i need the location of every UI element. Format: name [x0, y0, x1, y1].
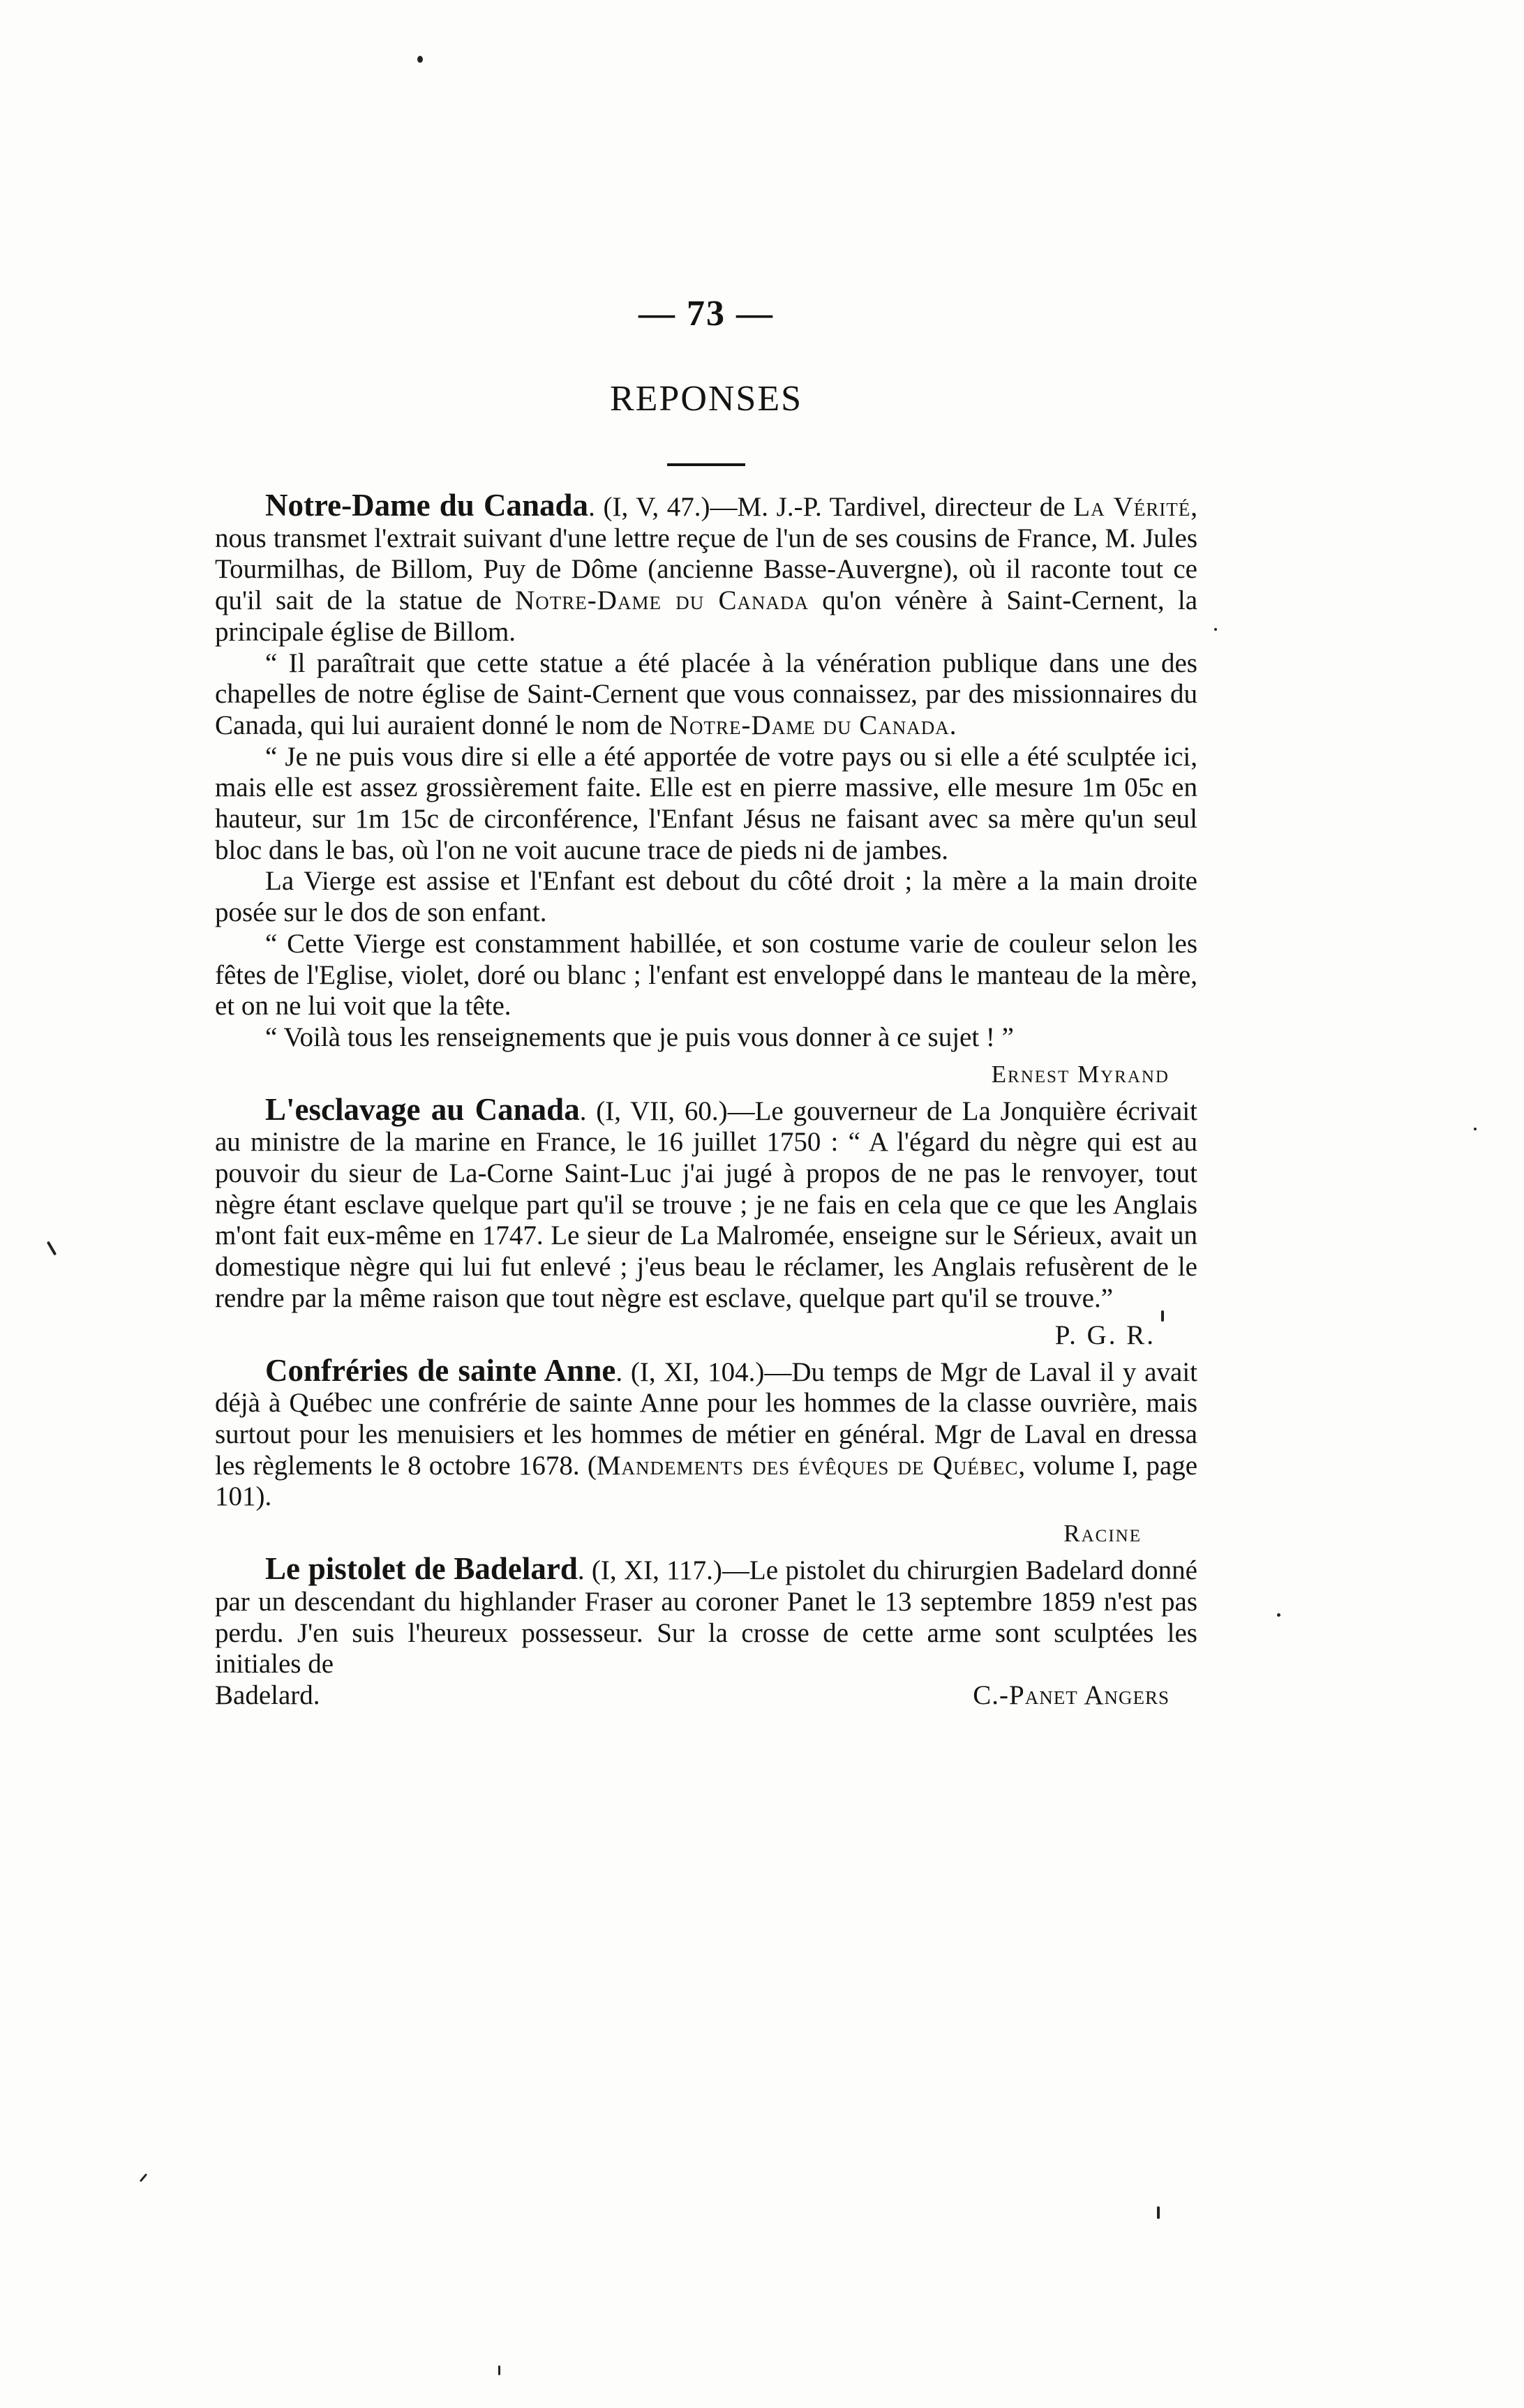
signature: C.-Panet Angers	[973, 1680, 1170, 1710]
entry-text: , volume I, page 101).	[215, 1450, 1198, 1512]
scan-speck	[1277, 1613, 1280, 1617]
scan-speck	[140, 2174, 147, 2183]
entry-title: Le pistolet de Badelard	[265, 1551, 578, 1587]
last-word: Badelard.	[215, 1680, 320, 1710]
page-number: — 73 —	[638, 294, 774, 334]
text-column	[215, 292, 1197, 1712]
title-rule	[667, 463, 745, 466]
entry-paragraph: “ Voilà tous les renseignements que je puis vous donner à ce sujet ! ”	[265, 1022, 1014, 1052]
entry-text: . (I, XI, 117.)—Le pistolet du chirurgien Badelard donné par un descendant du highlander Fraser au coroner Panet le 13 septembre 1859 n'est pas perdu. J'en suis l'heureux possesseur. Sur la crosse de cette arme sont sculptées les initiales de	[215, 1555, 1197, 1680]
paragraph-text: “ Il paraîtrait que cette statue a été placée à la vénération publique dans une des chapelles de notre église de Saint-Cernent que vous connaissez, par des missionnaires du Canada, qui lui auraient donné le nom de	[215, 648, 1197, 740]
section-title: REPONSES	[609, 379, 803, 419]
entry-esclavage	[215, 1091, 1197, 1315]
statue-name: Notre-Dame du Canada	[668, 710, 950, 740]
scan-speck	[498, 2365, 500, 2375]
entry-paragraph: La Vierge est assise et l'Enfant est debout du côté droit ; la mère a la main droite posée sur le dos de son enfant.	[215, 866, 1197, 928]
signature: Ernest Myrand	[991, 1060, 1170, 1088]
scan-speck	[417, 56, 423, 63]
entry-title: Notre-Dame du Canada	[265, 488, 589, 523]
entry-title: Confréries de sainte Anne	[265, 1352, 616, 1388]
entry-paragraph	[215, 648, 1197, 742]
signature: P. G. R.	[1054, 1319, 1156, 1350]
scan-speck	[1214, 628, 1217, 631]
entry-text: qu'on vénère à Saint-Cernent, la principale église de Billom.	[215, 585, 1198, 647]
entry-confreries	[215, 1352, 1198, 1513]
scan-speck	[1474, 1128, 1477, 1130]
entry-text: , nous transmet l'extrait suivant d'une lettre reçue de l'un de ses cousins de France, M. Jules Tourmilhas, de Billom, Puy de Dôme (ancienne Basse-Auvergne), où il raconte tout ce qu'il sait de la statue de	[215, 492, 1198, 616]
entry-text: . (I, XI, 104.)—Du temps de Mgr de Laval il y avait déjà à Québec une confrérie de sainte Anne pour les hommes de la classe ouvrière, mais surtout pour les menuisiers et les hommes de métier en général. Mgr de Laval en dressa les règlements le 8 octobre 1678. (	[215, 1356, 1197, 1481]
final-line	[215, 1680, 1197, 1712]
entry-notre-dame	[215, 490, 1197, 648]
entry-paragraph: “ Cette Vierge est constamment habillée, et son costume varie de couleur selon les fêtes de l'Eglise, violet, doré ou blanc ; l'enfant est enveloppé dans le manteau de la mère, et on ne lui voit que la tête.	[215, 928, 1197, 1022]
entry-paragraph: “ Je ne puis vous dire si elle a été apportée de votre pays ou si elle a été sculptée ici, mais elle est assez grossièrement faite. Elle est en pierre massive, elle mesure 1m 05c en hauteur, sur 1m 15c de circonférence, l'Enfant Jésus ne faisant avec sa mère qu'un seul bloc dans le bas, où l'on ne voit aucune trace de pieds ni de jambes.	[215, 741, 1197, 865]
signature: Racine	[1063, 1520, 1142, 1548]
entry-text: . (I, VII, 60.)—Le gouverneur de La Jonquière écrivait au ministre de la marine en France, le 16 juillet 1750 : “ A l'égard du nègre qui est au pouvoir du sieur de La-Corne Saint-Luc j'ai jugé à propos de ne pas le renvoyer, tout nègre étant esclave quelque part qu'il se trouve ; je ne fais en cela que ce que les Anglais m'ont fait eux-même en 1747. Le sieur de La Malromée, enseigne sur le Sérieux, avait un domestique nègre qui lui fut enlevé ; j'eus beau le réclamer, les Anglais refusèrent de le rendre par la même raison que tout nègre est esclave, quelque part qu'il se trouve.”	[215, 1095, 1197, 1313]
entry-title: L'esclavage au Canada	[265, 1091, 580, 1127]
scan-speck	[1157, 2206, 1160, 2219]
statue-name: Notre-Dame du Canada	[515, 585, 809, 616]
paragraph-text: .	[949, 710, 957, 740]
scan-speck	[47, 1241, 57, 1255]
journal-name: La Vérité	[1073, 492, 1191, 522]
source-name: Mandements des évêques de Québec	[596, 1450, 1019, 1481]
entry-ref: . (I, V, 47.)—M. J.-P. Tardivel, directeur de	[588, 492, 1074, 522]
entry-pistolet	[215, 1553, 1197, 1680]
